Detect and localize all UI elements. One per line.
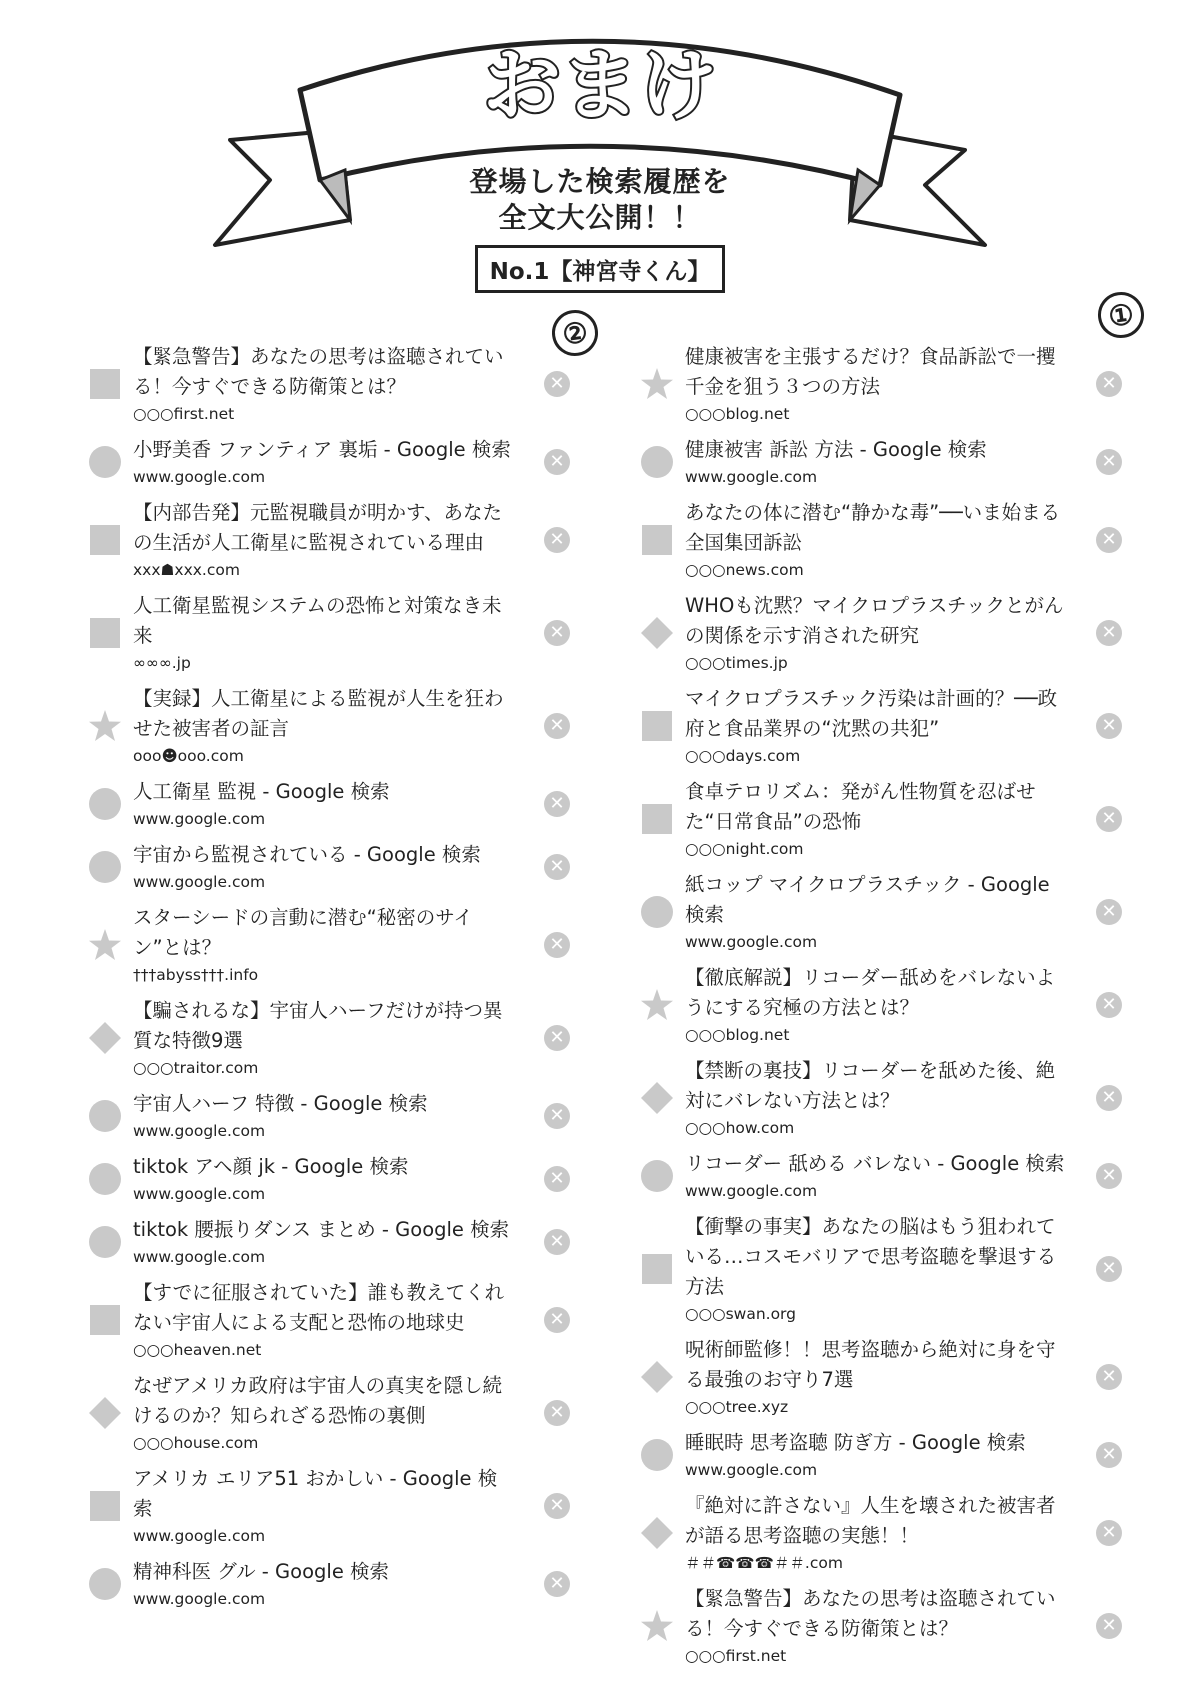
history-item[interactable] xyxy=(640,342,1122,426)
history-item-url: ○○○first.net xyxy=(133,405,235,423)
close-icon[interactable]: ✕ xyxy=(544,1103,570,1129)
history-item-url: www.google.com xyxy=(133,1527,266,1545)
history-item[interactable] xyxy=(640,498,1122,582)
close-icon[interactable]: ✕ xyxy=(1096,1256,1122,1282)
banner-title: おまけ xyxy=(482,41,718,131)
history-item[interactable] xyxy=(88,1371,570,1455)
close-icon[interactable]: ✕ xyxy=(1096,449,1122,475)
star-icon xyxy=(88,928,122,962)
history-item[interactable] xyxy=(88,498,570,582)
history-item[interactable] xyxy=(640,1428,1122,1482)
close-icon[interactable]: ✕ xyxy=(1096,1520,1122,1546)
close-icon[interactable]: ✕ xyxy=(1096,1163,1122,1189)
history-item[interactable] xyxy=(640,1335,1122,1419)
history-item[interactable] xyxy=(88,684,570,768)
subtitle-line-2: 全文大公開！！ xyxy=(498,201,702,234)
history-item-title[interactable]: 宇宙人ハーフ 特徴 - Google 検索 xyxy=(133,1092,428,1115)
history-item-title[interactable]: アメリカ エリア51 おかしい - Google 検索 xyxy=(133,1467,498,1520)
history-item[interactable] xyxy=(88,1152,570,1206)
history-item[interactable] xyxy=(88,435,570,489)
close-icon[interactable]: ✕ xyxy=(544,371,570,397)
close-icon[interactable]: ✕ xyxy=(1096,806,1122,832)
history-item-title[interactable]: tiktok 腰振りダンス まとめ - Google 検索 xyxy=(133,1218,510,1241)
history-item[interactable] xyxy=(88,1464,570,1548)
history-item-url: ooo☻ooo.com xyxy=(133,747,244,765)
history-item-title[interactable]: 人工衛星 監視 - Google 検索 xyxy=(133,780,390,803)
close-icon[interactable]: ✕ xyxy=(544,620,570,646)
history-item[interactable] xyxy=(88,591,570,675)
history-item-title[interactable]: 【徹底解説】リコーダー舐めをバレないようにする究極の方法とは？ xyxy=(685,966,1056,1019)
star-icon xyxy=(88,709,122,743)
history-item-title[interactable]: 小野美香 ファンティア 裏垢 - Google 検索 xyxy=(133,438,511,461)
history-item-title[interactable]: 健康被害を主張するだけ？食品訴訟で一攫千金を狙う３つの方法 xyxy=(685,345,1056,398)
history-item[interactable] xyxy=(640,870,1122,954)
square-icon xyxy=(88,523,122,557)
close-icon[interactable]: ✕ xyxy=(1096,992,1122,1018)
diamond-icon xyxy=(88,1396,122,1430)
square-icon xyxy=(88,1489,122,1523)
history-item[interactable] xyxy=(640,435,1122,489)
close-icon[interactable]: ✕ xyxy=(544,713,570,739)
history-item-title[interactable]: tiktok アヘ顔 jk - Google 検索 xyxy=(133,1155,409,1178)
history-item[interactable] xyxy=(88,996,570,1080)
history-item-title[interactable]: 『絶対に許さない』人生を壊された被害者が語る思考盗聴の実態！！ xyxy=(685,1494,1056,1547)
right-column-number: ① xyxy=(1095,289,1147,341)
square-icon xyxy=(88,1303,122,1337)
circle-icon xyxy=(88,1567,122,1601)
history-item-title[interactable]: 紙コップ マイクロプラスチック - Google 検索 xyxy=(685,873,1050,926)
history-item[interactable] xyxy=(88,1215,570,1269)
history-item-url: ＃＃☎☎☎＃＃.com xyxy=(685,1554,843,1572)
history-item-url: xxx☗xxx.com xyxy=(133,561,240,579)
history-item-url: www.google.com xyxy=(133,873,266,891)
left-column-number: ② xyxy=(549,307,601,359)
history-item-title[interactable]: 【内部告発】元監視職員が明かす、あなたの生活が人工衛星に監視されている理由 xyxy=(133,501,502,554)
close-icon[interactable]: ✕ xyxy=(544,1493,570,1519)
diamond-icon xyxy=(640,1360,674,1394)
square-icon xyxy=(640,709,674,743)
history-item[interactable] xyxy=(88,903,570,987)
close-icon[interactable]: ✕ xyxy=(544,1025,570,1051)
search-history-column-right xyxy=(640,342,1122,1665)
circle-icon xyxy=(88,1162,122,1196)
search-history-column-left xyxy=(88,342,570,1620)
history-item-title[interactable]: 【騙されるな】宇宙人ハーフだけが持つ異質な特徴9選 xyxy=(133,999,503,1052)
close-icon[interactable]: ✕ xyxy=(544,527,570,553)
close-icon[interactable]: ✕ xyxy=(1096,620,1122,646)
history-item-url: ○○○heaven.net xyxy=(133,1341,262,1359)
history-item-title[interactable]: 食卓テロリズム：発がん性物質を忍ばせた“日常食品”の恐怖 xyxy=(685,780,1036,833)
history-item[interactable] xyxy=(640,1584,1122,1668)
close-icon[interactable]: ✕ xyxy=(1096,1442,1122,1468)
square-icon xyxy=(640,802,674,836)
diamond-icon xyxy=(640,616,674,650)
close-icon[interactable]: ✕ xyxy=(1096,1364,1122,1390)
circle-icon xyxy=(88,850,122,884)
history-item[interactable] xyxy=(640,1212,1122,1326)
circle-icon xyxy=(640,445,674,479)
close-icon[interactable]: ✕ xyxy=(544,1400,570,1426)
history-item-url: ○○○night.com xyxy=(685,840,804,858)
history-item-url: www.google.com xyxy=(133,468,266,486)
history-item-url: ○○○traitor.com xyxy=(133,1059,259,1077)
history-item-title[interactable]: 精神科医 グル - Google 検索 xyxy=(133,1560,390,1583)
history-item-url: www.google.com xyxy=(685,933,818,951)
star-icon xyxy=(640,988,674,1022)
square-icon xyxy=(88,367,122,401)
history-item-url: www.google.com xyxy=(685,1461,818,1479)
square-icon xyxy=(640,1252,674,1286)
star-icon xyxy=(640,1609,674,1643)
close-icon[interactable]: ✕ xyxy=(1096,1613,1122,1639)
close-icon[interactable]: ✕ xyxy=(1096,527,1122,553)
history-item-title[interactable]: 【衝撃の事実】あなたの脳はもう狙われている…コスモバリアで思考盗聴を撃退する方法 xyxy=(685,1215,1057,1298)
history-item[interactable] xyxy=(640,591,1122,675)
history-item-url: †††abyss†††.info xyxy=(133,966,259,984)
history-item-title[interactable]: 【すでに征服されていた】誰も教えてくれない宇宙人による支配と恐怖の地球史 xyxy=(133,1281,505,1334)
close-icon[interactable]: ✕ xyxy=(544,1166,570,1192)
close-icon[interactable]: ✕ xyxy=(544,1307,570,1333)
history-item-url: www.google.com xyxy=(133,1590,266,1608)
square-icon xyxy=(88,616,122,650)
history-item[interactable] xyxy=(640,963,1122,1047)
diamond-icon xyxy=(640,1081,674,1115)
history-item[interactable] xyxy=(88,342,570,426)
history-item-url: ○○○news.com xyxy=(685,561,804,579)
close-icon[interactable]: ✕ xyxy=(544,854,570,880)
history-item-title[interactable]: 【緊急警告】あなたの思考は盗聴されている！今すぐできる防衛策とは？ xyxy=(133,345,504,398)
history-item-title[interactable]: スターシードの言動に潜む“秘密のサイン”とは？ xyxy=(133,906,473,959)
history-item-title[interactable]: マイクロプラスチック汚染は計画的？──政府と食品業界の“沈黙の共犯” xyxy=(685,687,1058,740)
history-item-url: ○○○how.com xyxy=(685,1119,795,1137)
diamond-icon xyxy=(640,1516,674,1550)
history-item[interactable] xyxy=(88,840,570,894)
history-item-url: www.google.com xyxy=(133,1185,266,1203)
history-item[interactable] xyxy=(88,1089,570,1143)
history-item[interactable] xyxy=(88,1557,570,1611)
history-item-title[interactable]: 睡眠時 思考盗聴 防ぎ方 - Google 検索 xyxy=(685,1431,1026,1454)
history-item-title[interactable]: なぜアメリカ政府は宇宙人の真実を隠し続けるのか？知られざる恐怖の裏側 xyxy=(133,1374,503,1427)
diamond-icon xyxy=(88,1021,122,1055)
circle-icon xyxy=(640,1159,674,1193)
history-item-url: www.google.com xyxy=(685,468,818,486)
close-icon[interactable]: ✕ xyxy=(1096,371,1122,397)
history-item-title[interactable]: 人工衛星監視システムの恐怖と対策なき未来 xyxy=(133,594,502,647)
history-item-title[interactable]: 健康被害 訴訟 方法 - Google 検索 xyxy=(685,438,987,461)
history-item[interactable] xyxy=(640,684,1122,768)
close-icon[interactable]: ✕ xyxy=(1096,713,1122,739)
history-item-url: www.google.com xyxy=(133,1248,266,1266)
history-item-url: ○○○times.jp xyxy=(685,654,788,672)
history-item-url: ○○○blog.net xyxy=(685,1026,790,1044)
history-item[interactable] xyxy=(640,777,1122,861)
history-item-title[interactable]: 【実録】人工衛星による監視が人生を狂わせた被害者の証言 xyxy=(133,687,504,740)
history-item-url: ○○○swan.org xyxy=(685,1305,796,1323)
close-icon[interactable]: ✕ xyxy=(544,932,570,958)
history-item-title[interactable]: リコーダー 舐める バレない - Google 検索 xyxy=(685,1152,1065,1175)
history-item-url: www.google.com xyxy=(685,1182,818,1200)
history-item[interactable] xyxy=(88,1278,570,1362)
close-icon[interactable]: ✕ xyxy=(544,1571,570,1597)
circle-icon xyxy=(88,1099,122,1133)
close-icon[interactable]: ✕ xyxy=(544,791,570,817)
history-item-url: www.google.com xyxy=(133,1122,266,1140)
star-icon xyxy=(640,367,674,401)
subtitle-line-1: 登場した検索履歴を xyxy=(469,165,731,198)
circle-icon xyxy=(640,1438,674,1472)
circle-icon xyxy=(640,895,674,929)
history-item-title[interactable]: 呪術師監修！！思考盗聴から絶対に身を守る最強のお守り7選 xyxy=(685,1338,1056,1391)
history-item-title[interactable]: WHOも沈黙？マイクロプラスチックとがんの関係を示す消された研究 xyxy=(685,594,1064,647)
close-icon[interactable]: ✕ xyxy=(544,449,570,475)
history-item-url: ∞∞∞.jp xyxy=(133,654,191,672)
history-item[interactable] xyxy=(88,777,570,831)
history-item-url: ○○○blog.net xyxy=(685,405,790,423)
history-item-title[interactable]: 【緊急警告】あなたの思考は盗聴されている！今すぐできる防衛策とは？ xyxy=(685,1587,1056,1640)
close-icon[interactable]: ✕ xyxy=(1096,899,1122,925)
history-item-url: ○○○house.com xyxy=(133,1434,259,1452)
close-icon[interactable]: ✕ xyxy=(544,1229,570,1255)
close-icon[interactable]: ✕ xyxy=(1096,1085,1122,1111)
history-item-title[interactable]: 【禁断の裏技】リコーダーを舐めた後、絶対にバレない方法とは？ xyxy=(685,1059,1056,1112)
history-item-title[interactable]: 宇宙から監視されている - Google 検索 xyxy=(133,843,481,866)
history-item-url: ○○○days.com xyxy=(685,747,801,765)
circle-icon xyxy=(88,1225,122,1259)
history-item-url: ○○○first.net xyxy=(685,1647,787,1665)
history-item[interactable] xyxy=(640,1056,1122,1140)
history-item-url: ○○○tree.xyz xyxy=(685,1398,789,1416)
history-item[interactable] xyxy=(640,1149,1122,1203)
history-item-url: www.google.com xyxy=(133,810,266,828)
section-title-box: No.1【神宮寺くん】 xyxy=(475,245,725,293)
history-item-title[interactable]: あなたの体に潜む“静かな毒”──いま始まる全国集団訴訟 xyxy=(685,501,1061,554)
circle-icon xyxy=(88,787,122,821)
history-item[interactable] xyxy=(640,1491,1122,1575)
circle-icon xyxy=(88,445,122,479)
square-icon xyxy=(640,523,674,557)
